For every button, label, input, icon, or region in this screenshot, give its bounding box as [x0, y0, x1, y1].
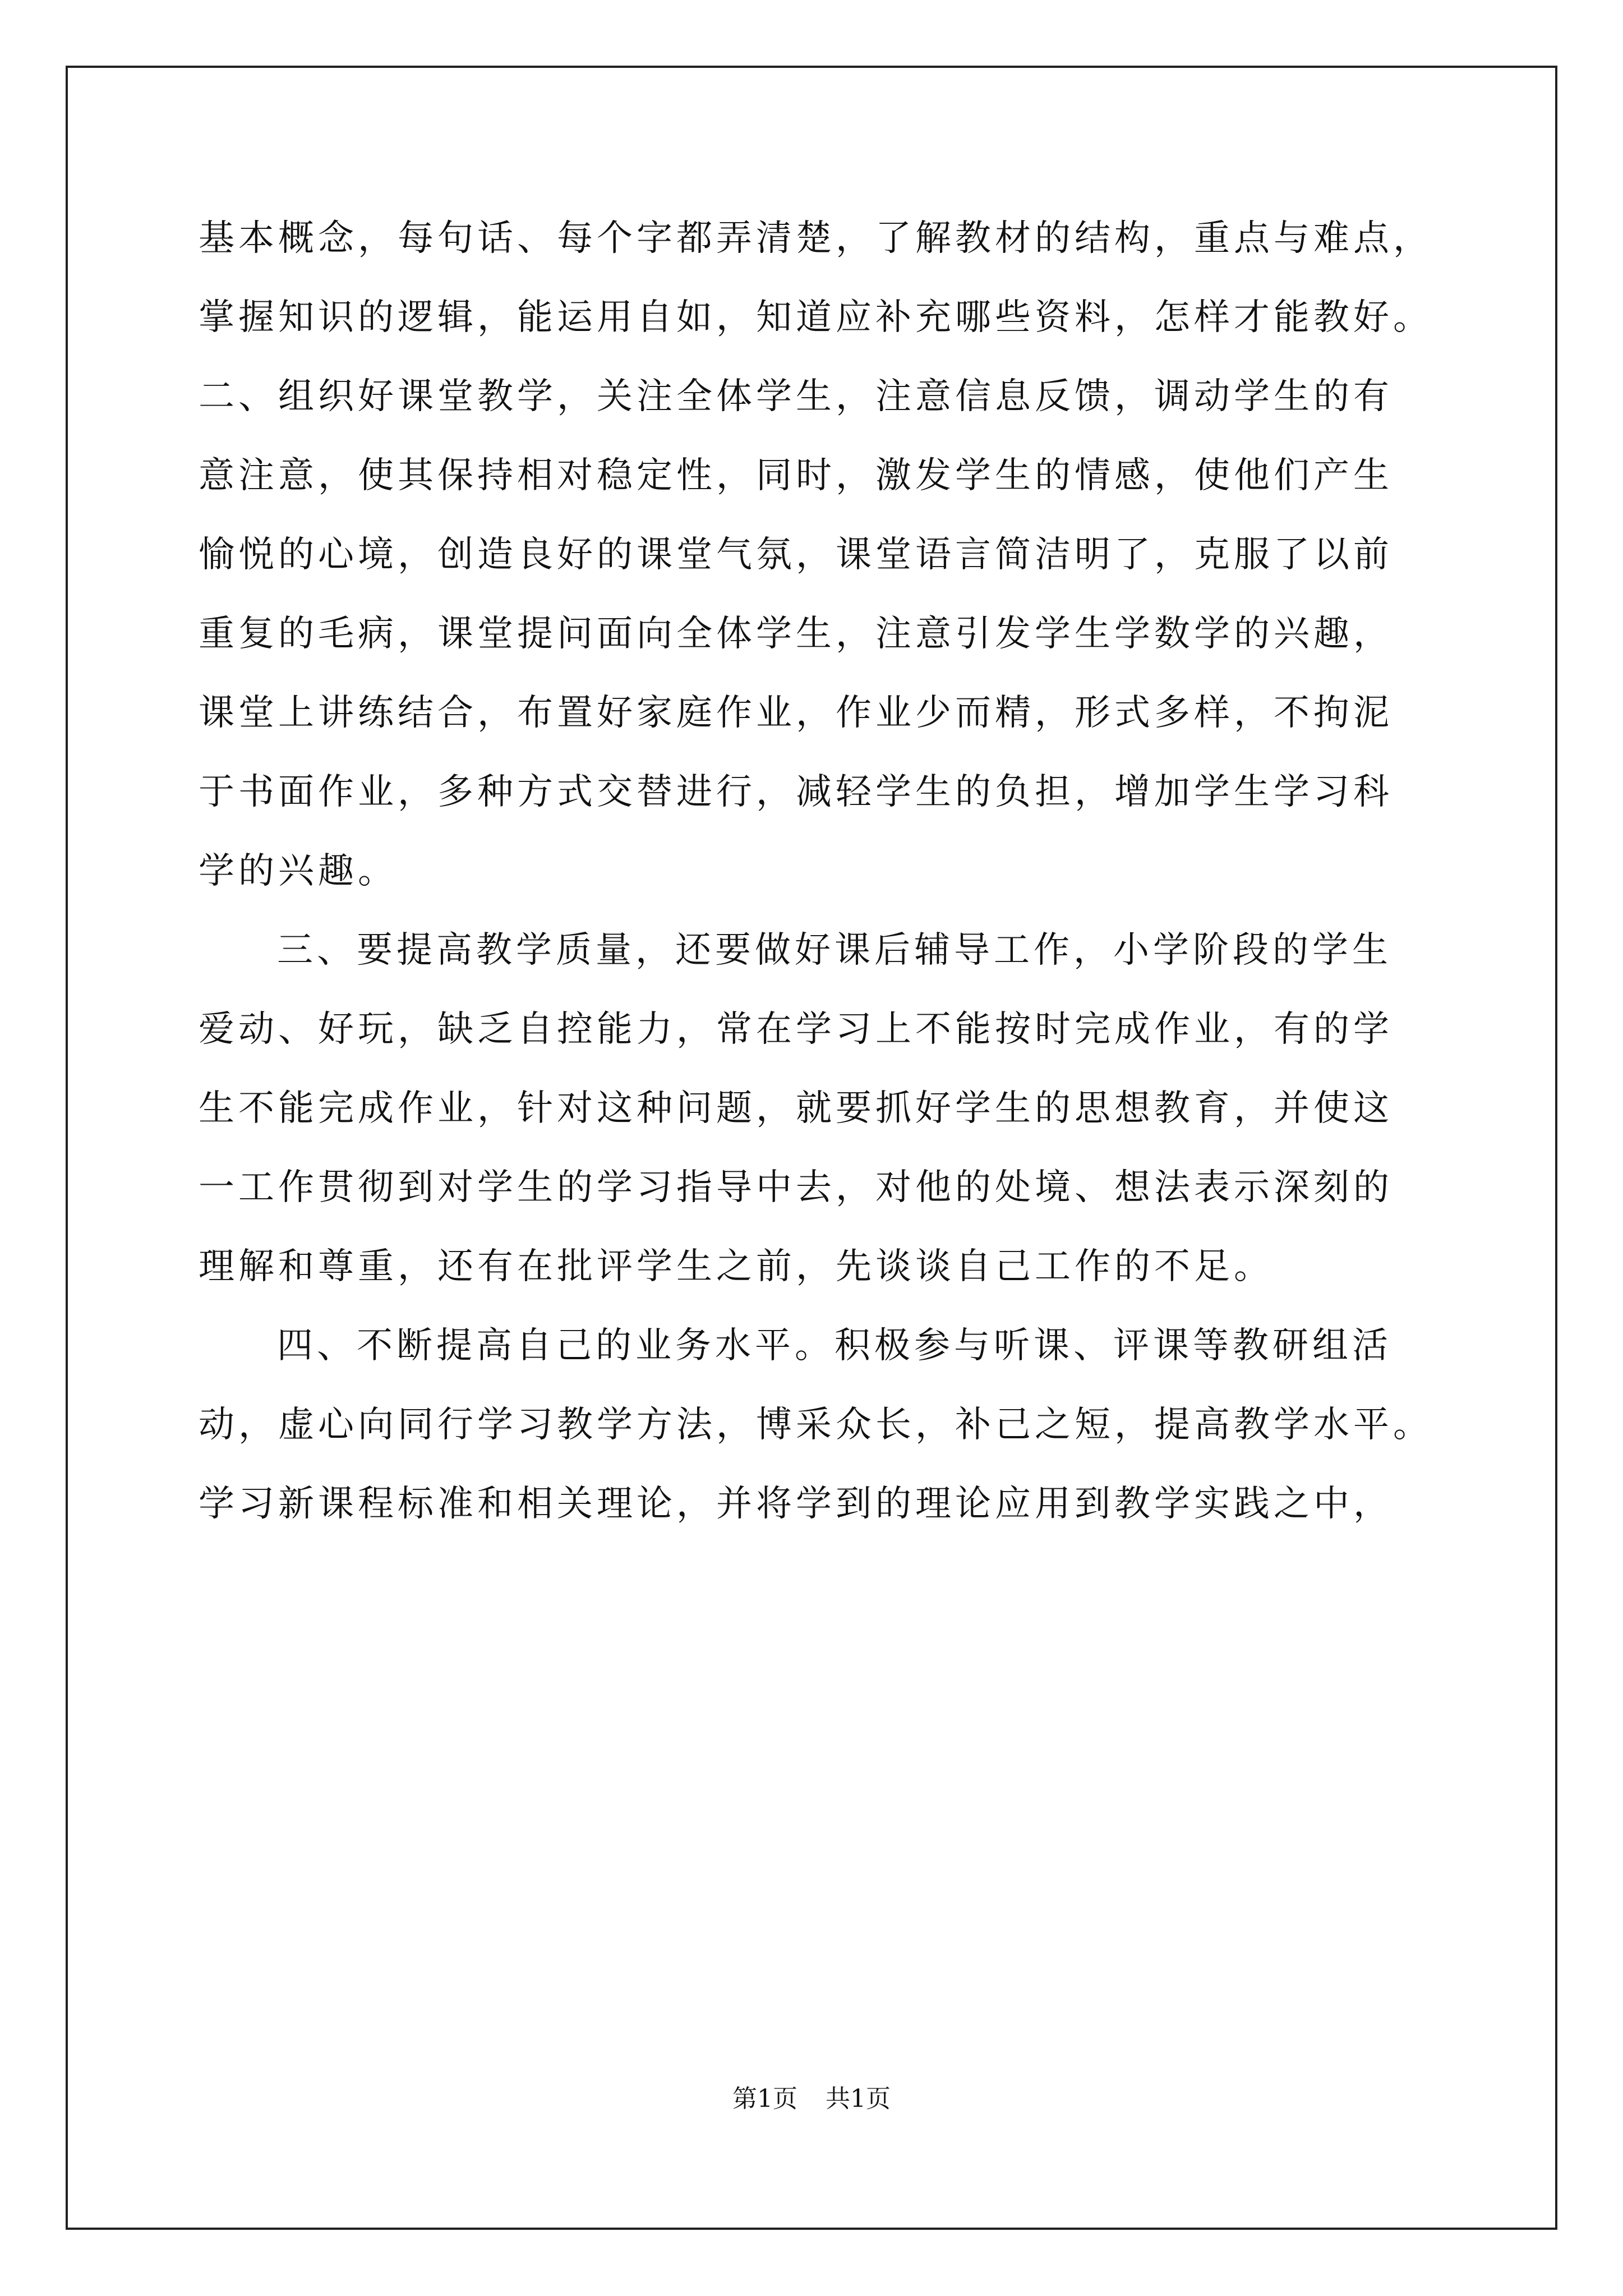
body-text-line: 重复的毛病，课堂提问面向全体学生，注意引发学生学数学的兴趣，	[199, 613, 1393, 655]
body-text-line: 爱动、好玩，缺乏自控能力，常在学习上不能按时完成作业，有的学	[199, 1009, 1393, 1050]
body-text-line: 意注意，使其保持相对稳定性，同时，激发学生的情感，使他们产生	[199, 455, 1393, 496]
body-text-line: 学的兴趣。	[199, 850, 398, 892]
body-text-line: 动，虚心向同行学习教学方法，博采众长，补己之短，提高教学水平。	[199, 1404, 1433, 1446]
page-total: 共1页	[826, 2085, 891, 2113]
body-text-line: 一工作贯彻到对学生的学习指导中去，对他的处境、想法表示深刻的	[199, 1167, 1393, 1208]
page-number: 第1页	[732, 2085, 797, 2113]
body-text-line: 于书面作业，多种方式交替进行，减轻学生的负担，增加学生学习科	[199, 771, 1393, 813]
body-text-line: 二、组织好课堂教学，关注全体学生，注意信息反馈，调动学生的有	[199, 376, 1393, 417]
body-text-line: 学习新课程标准和相关理论，并将学到的理论应用到教学实践之中，	[199, 1483, 1393, 1525]
paragraph-start-line: 四、不断提高自己的业务水平。积极参与听课、评课等教研组活	[277, 1325, 1392, 1366]
body-text-line: 课堂上讲练结合，布置好家庭作业，作业少而精，形式多样，不拘泥	[199, 692, 1393, 734]
body-text-line: 理解和尊重，还有在批评学生之前，先谈谈自己工作的不足。	[199, 1246, 1274, 1287]
body-text-line: 掌握知识的逻辑，能运用自如，知道应补充哪些资料，怎样才能教好。	[199, 297, 1433, 338]
page-footer	[0, 2082, 1623, 2116]
paragraph-start-line: 三、要提高教学质量，还要做好课后辅导工作，小学阶段的学生	[277, 930, 1392, 971]
body-text-line: 生不能完成作业，针对这种问题，就要抓好学生的思想教育，并使这	[199, 1088, 1393, 1129]
body-text-line: 愉悦的心境，创造良好的课堂气氛，课堂语言简洁明了，克服了以前	[199, 534, 1393, 576]
body-text-line: 基本概念，每句话、每个字都弄清楚，了解教材的结构，重点与难点，	[199, 218, 1433, 259]
